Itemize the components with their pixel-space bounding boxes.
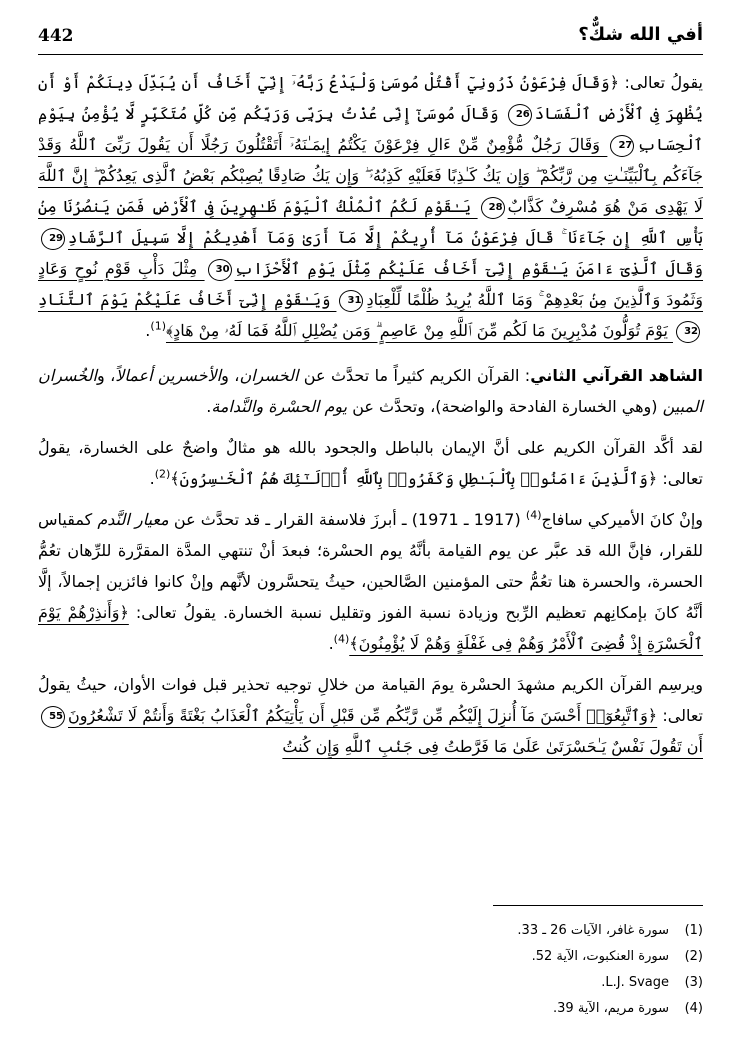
footnote-list (38, 918, 703, 1022)
ayah-number-marker: 30 (208, 259, 232, 281)
quran-verse: ﴿وَقَالَ فِرْعَوْنُ ذَرُونِيٓ أَقْتُلْ مُوسَىٰ وَلْيَدْعُ رَبَّهُۥٓ إِنِّيٓ أَخَافُ أَن يُبَدِّلَ دِينَكُمْ أَوْ أَن يُظْهِرَ فِى ٱلْأَرْضِ ٱلْفَسَادَ (38, 73, 703, 123)
term-khusran: الخسران (239, 366, 299, 385)
body-text-run: لقد أكَّد القرآن الكريم على أنَّ الإيمان بالباطل والجحود بالله هو مثالٌ واضحٌ على الخسارة، يقولُ تعالى: (38, 438, 703, 488)
ayah-number-marker: 32 (676, 321, 700, 343)
footnote-reference[interactable]: (4) (525, 508, 542, 522)
footnote-item (38, 918, 703, 944)
paragraph-warning (38, 669, 703, 762)
footnote-text: سورة غافر، الآيات 26 ـ 33. (517, 923, 669, 938)
footnote-text: سورة العنكبوت، الآية 52. (531, 949, 669, 964)
footnote-reference[interactable]: (2) (154, 467, 171, 481)
running-title: أفي الله شكٌّ؟ (578, 24, 703, 45)
quran-verse-underlined: يَـٰقَوْمِ لَكُمُ ٱلْمُلْكُ ٱلْيَوْمَ ظَـٰهِرِينَ فِى ٱلْأَرْضِ فَمَن يَنصُرُنَا مِنۢ بَأْسِ ٱللَّهِ إِن جَآءَنَا ۚ قَالَ فِرْعَوْنُ مَآ أُرِيكُمْ إِلَّا مَآ أَرَىٰ وَمَآ أَهْدِيكُمْ إِلَّا سَبِيلَ ٱلرَّشَادِ (38, 197, 703, 247)
footnote-number: (3) (684, 975, 703, 990)
quran-verse-underlined: ﴿وَٱتَّبِعُوٓا۟ أَحْسَنَ مَآ أُنزِلَ إِلَيْكُم مِّن رَّبِّكُم مِّن قَبْلِ أَن يَأْتِيَكُمُ ٱلْعَذَابُ بَغْتَةً وَأَنتُمْ لَا تَشْعُرُونَ (68, 706, 658, 725)
paragraph-falsehood (38, 432, 703, 494)
body-text-run: (1917 ـ 1971) ـ أبرزَ فلاسفة القرار ـ قد تحدَّث عن (168, 510, 526, 529)
body-text-run: (وهي الخسارة الفادحة والواضحة)، وتحدَّث عن (347, 397, 663, 416)
term-akhsarin: الأخسرين أعمالاً (115, 366, 222, 385)
page-header (38, 20, 703, 55)
body-text-run: كمقياس للقرار، فإنَّ الله قد عبَّر عن يوم القيامة بأنَّهُ يوم الحسْرة؛ فبعدَ أنْ تنتهي المدَّة المقرَّرة للرِّهان تعُمُّ الحسرة، والحسرة هنا تعُمُّ حتى المؤمنين الصَّالحين، حيثُ يتحسَّرون لأنَّهم وإنْ كانوا فائزين إجمالاً، إلَّا أنَّهُ كانَ بإمكانِهم تعظيم الرِّبح وزيادة نسبة الفوز وتقليل نسبة الخسارة. يقولُ تعالى: (38, 510, 703, 622)
ayah-number-marker: 27 (610, 135, 634, 157)
ayah-number-marker: 55 (41, 706, 65, 728)
footnote-item (38, 996, 703, 1022)
ayah-number-marker: 31 (339, 290, 363, 312)
body-text-run: ، و (221, 366, 240, 385)
footnotes (38, 905, 703, 1022)
quran-verse-underlined: وَيَـٰقَوْمِ إِنِّىٓ أَخَافُ عَلَيْكُمْ يَوْمَ ٱلتَّنَادِ (38, 290, 337, 309)
body-text-run: ، و (96, 366, 116, 385)
quran-verse-underlined: ﴿وَأَنذِرْهُمْ يَوْمَ ٱلْحَسْرَةِ إِذْ قُضِىَ ٱلْأَمْرُ وَهُمْ فِى غَفْلَةٍ وَهُمْ لَا يُؤْمِنُونَ﴾ (38, 603, 703, 653)
footnote-number: (4) (684, 1001, 703, 1016)
paragraph-ghafir-verses (38, 67, 703, 346)
section-lead: الشاهد القرآني الثاني (530, 366, 703, 385)
body-text-run: وإنْ كانَ الأميركي سافاج (541, 510, 704, 529)
quran-verse: ﴿وَٱلَّذِينَ ءَامَنُوا۟ بِٱلْبَـٰطِلِ وَكَفَرُوا۟ بِٱللَّهِ أُو۟لَـٰٓئِكَ هُمُ ٱلْخَـٰسِرُونَ﴾ (170, 469, 658, 488)
ayah-number-marker: 26 (508, 104, 532, 126)
body-text-run: : القرآن الكريم كثيراً ما تحدَّث عن (298, 366, 531, 385)
footnote-reference[interactable]: (4) (333, 632, 350, 646)
sentence-end: . (328, 634, 334, 653)
quran-verse-underlined: وَقَالَ ٱلَّذِىٓ ءَامَنَ يَـٰقَوْمِ إِنِّىٓ أَخَافُ عَلَيْكُم مِّثْلَ يَوْمِ ٱلْأَحْزَابِ (234, 259, 704, 278)
footnote-item (38, 944, 703, 970)
page-number: 442 (38, 26, 74, 46)
para-intro: يقولُ تعالى: (619, 73, 703, 92)
ayah-number-marker: 28 (481, 197, 505, 219)
body-text-run: ويرسِم القرآن الكريم مشهدَ الحسْرة يومَ القيامة من خلالِ توجيه تحذير قبل فوات الأوان، حيثُ يقولُ تعالى: (38, 675, 704, 725)
quran-verse-underlined: يَوْمَ تُوَلُّونَ مُدْبِرِينَ مَا لَكُم مِّنَ ٱللَّهِ مِنْ عَاصِمٍ ۗ وَمَن يُضْلِلِ ٱللَّهُ فَمَا لَهُۥ مِنْ هَادٍ﴾ (165, 321, 673, 340)
footnote-item (38, 970, 703, 996)
footnote-number: (2) (684, 949, 703, 964)
footnote-divider (493, 905, 703, 906)
footnote-text: L.J. Svage. (601, 975, 669, 990)
paragraph-savage (38, 504, 703, 659)
paragraph-second-witness (38, 360, 703, 422)
quran-verse: وَقَالَ مُوسَىٰٓ إِنِّى عُذْتُ بِرَبِّى وَرَبِّكُم مِّن كُلِّ مُتَكَبِّرٍ لَّا يُؤْمِنُ بِيَوْمِ ٱلْحِسَابِ (38, 104, 704, 154)
term-khusran-mubin: الخُسران المبين (38, 366, 703, 416)
footnote-number: (1) (684, 923, 703, 938)
footnote-reference[interactable]: (1) (150, 319, 166, 333)
sentence-end: . (145, 321, 151, 340)
sentence-end: . (206, 397, 212, 416)
ayah-number-marker: 29 (41, 228, 65, 250)
sentence-end: . (149, 469, 155, 488)
quran-verse-underlined: أَن تَقُولَ نَفْسٌ يَـٰحَسْرَتَىٰ عَلَىٰ مَا فَرَّطتُ فِى جَنۢبِ ٱللَّهِ وَإِن كُنتُ (282, 737, 703, 756)
footnote-text: سورة مريم، الآية 39. (553, 1001, 669, 1016)
book-page (38, 20, 703, 1030)
quran-verse-underlined: وَقَالَ رَجُلٌ مُّؤْمِنٌ مِّنْ ءَالِ فِرْعَوْنَ يَكْتُمُ إِيمَـٰنَهُۥٓ أَتَقْتُلُونَ رَجُلًا أَن يَقُولَ رَبِّىَ ٱللَّهُ وَقَدْ جَآءَكُم بِٱلْبَيِّنَـٰتِ مِن رَّبِّكُمْ ۖ وَإِن يَكُ كَـٰذِبًا فَعَلَيْهِ كَذِبُهُۥ ۖ وَإِن يَكُ صَادِقًا يُصِبْكُم بَعْضُ ٱلَّذِى يَعِدُكُمْ ۖ إِنَّ ٱللَّهَ لَا يَهْدِى مَنْ هُوَ مُسْرِفٌ كَذَّابٌ (38, 135, 703, 216)
body-text (38, 67, 703, 762)
quran-verse-underlined: مِثْلَ دَأْبِ قَوْمِ نُوحٍ وَعَادٍ وَثَمُودَ وَٱلَّذِينَ مِنۢ بَعْدِهِمْ ۚ وَمَا ٱللَّهُ يُرِيدُ ظُلْمًا لِّلْعِبَادِ (38, 259, 704, 309)
term-day-of-regret: يوم الحسْرة والنَّدامة (211, 397, 348, 416)
term-regret-criterion: معيار النَّدم (97, 510, 169, 529)
